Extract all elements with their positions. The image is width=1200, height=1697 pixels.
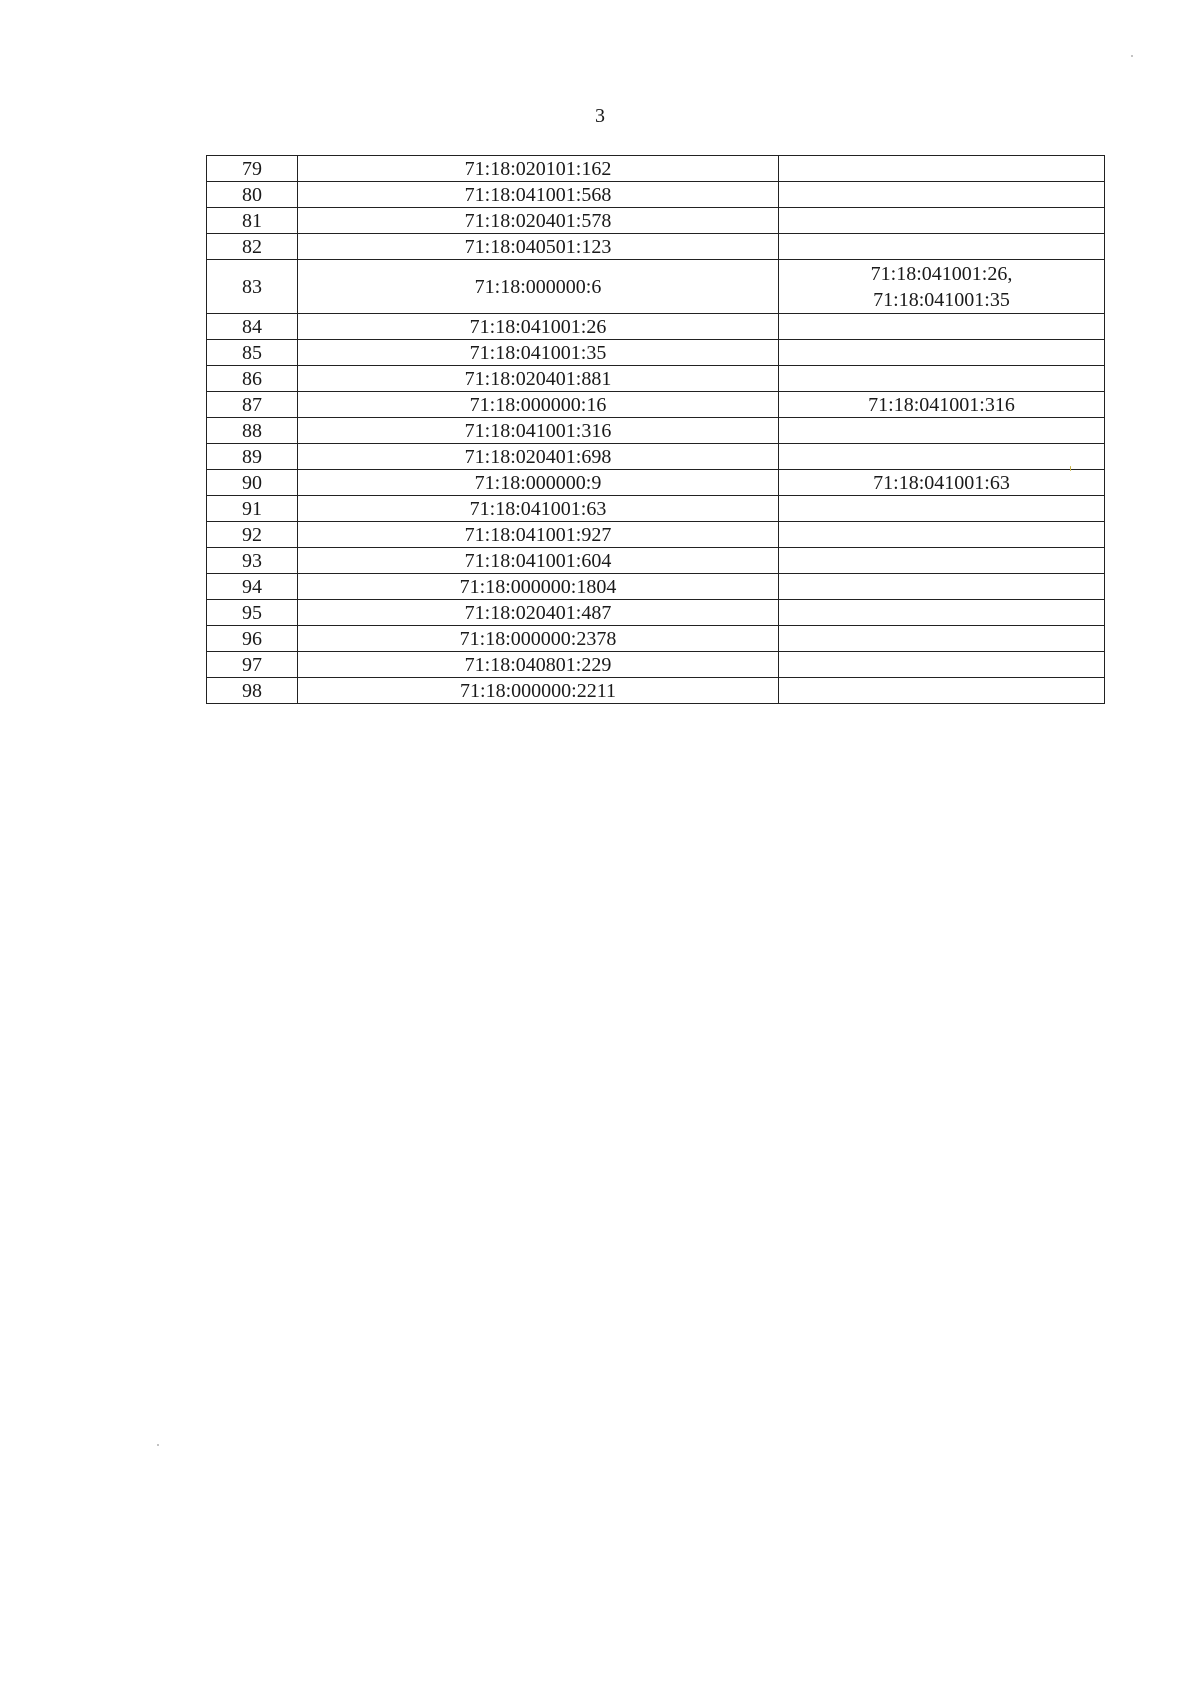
table-row: [207, 234, 1105, 260]
row-number: 81: [207, 208, 298, 234]
row-number: 85: [207, 340, 298, 366]
cadastral-number: 71:18:041001:35: [298, 340, 779, 366]
row-number: 80: [207, 182, 298, 208]
cadastral-number: 71:18:020401:578: [298, 208, 779, 234]
related-cadastral-numbers: [779, 418, 1105, 444]
table-row: [207, 208, 1105, 234]
related-cadastral-numbers: [779, 626, 1105, 652]
related-cadastral-numbers: [779, 340, 1105, 366]
row-number: 94: [207, 574, 298, 600]
page-number: 3: [595, 105, 605, 127]
table-row: [207, 444, 1105, 470]
cadastral-number: 71:18:000000:2211: [298, 678, 779, 704]
related-cadastral-numbers: [779, 182, 1105, 208]
table-row: [207, 574, 1105, 600]
related-cadastral-numbers: [779, 260, 1105, 314]
row-number: 98: [207, 678, 298, 704]
row-number: 84: [207, 314, 298, 340]
row-number: 89: [207, 444, 298, 470]
row-number: 92: [207, 522, 298, 548]
row-number: 93: [207, 548, 298, 574]
cadastral-number: 71:18:000000:2378: [298, 626, 779, 652]
cadastral-number: 71:18:041001:927: [298, 522, 779, 548]
related-cadastral-numbers: [779, 156, 1105, 182]
cadastral-number: 71:18:041001:604: [298, 548, 779, 574]
row-number: 82: [207, 234, 298, 260]
table-row: [207, 522, 1105, 548]
related-cadastral-numbers: [779, 444, 1105, 470]
related-cadastral-numbers: [779, 314, 1105, 340]
cadastral-number: 71:18:041001:63: [298, 496, 779, 522]
related-cadastral-numbers: [779, 600, 1105, 626]
row-number: 90: [207, 470, 298, 496]
row-number: 95: [207, 600, 298, 626]
row-number: 83: [207, 260, 298, 314]
table-row: [207, 182, 1105, 208]
cadastral-number: 71:18:041001:568: [298, 182, 779, 208]
cadastral-number: 71:18:020401:487: [298, 600, 779, 626]
table-row: [207, 548, 1105, 574]
related-cadastral-numbers: [779, 548, 1105, 574]
table-row: [207, 470, 1105, 496]
cadastral-number: 71:18:040801:229: [298, 652, 779, 678]
row-number: 87: [207, 392, 298, 418]
cadastral-numbers-table: [206, 155, 1105, 704]
cadastral-number: 71:18:000000:16: [298, 392, 779, 418]
scan-speck: [1131, 55, 1133, 57]
table-row: [207, 600, 1105, 626]
table-row: [207, 678, 1105, 704]
related-cadastral-numbers: [779, 522, 1105, 548]
related-cadastral-numbers: [779, 496, 1105, 522]
row-number: 91: [207, 496, 298, 522]
cadastral-number: 71:18:020101:162: [298, 156, 779, 182]
row-number: 88: [207, 418, 298, 444]
cadastral-number: 71:18:020401:698: [298, 444, 779, 470]
related-cadastral-numbers: [779, 678, 1105, 704]
related-cadastral-numbers-text: 71:18:041001:26, 71:18:041001:35: [870, 262, 1013, 311]
cadastral-number: 71:18:000000:9: [298, 470, 779, 496]
table-row: [207, 496, 1105, 522]
table-row: [207, 392, 1105, 418]
row-number: 86: [207, 366, 298, 392]
cadastral-number: 71:18:000000:1804: [298, 574, 779, 600]
cadastral-number: 71:18:041001:26: [298, 314, 779, 340]
table-row: [207, 652, 1105, 678]
related-cadastral-numbers: [779, 574, 1105, 600]
cadastral-number: 71:18:040501:123: [298, 234, 779, 260]
table-row: [207, 260, 1105, 314]
cadastral-number: 71:18:020401:881: [298, 366, 779, 392]
table-row: [207, 626, 1105, 652]
row-number: 96: [207, 626, 298, 652]
related-cadastral-numbers: 71:18:041001:316: [779, 392, 1105, 418]
table-row: [207, 156, 1105, 182]
scan-speck: [157, 1444, 159, 1446]
table-row: [207, 340, 1105, 366]
related-cadastral-numbers: [779, 366, 1105, 392]
related-cadastral-numbers: [779, 208, 1105, 234]
table-row: [207, 314, 1105, 340]
related-cadastral-numbers: 71:18:041001:63: [779, 470, 1105, 496]
related-cadastral-numbers: [779, 234, 1105, 260]
row-number: 97: [207, 652, 298, 678]
cadastral-number: 71:18:041001:316: [298, 418, 779, 444]
cadastral-number: 71:18:000000:6: [298, 260, 779, 314]
related-cadastral-numbers: [779, 652, 1105, 678]
row-number: 79: [207, 156, 298, 182]
table-row: [207, 366, 1105, 392]
table-row: [207, 418, 1105, 444]
scan-speck: [1070, 466, 1071, 471]
